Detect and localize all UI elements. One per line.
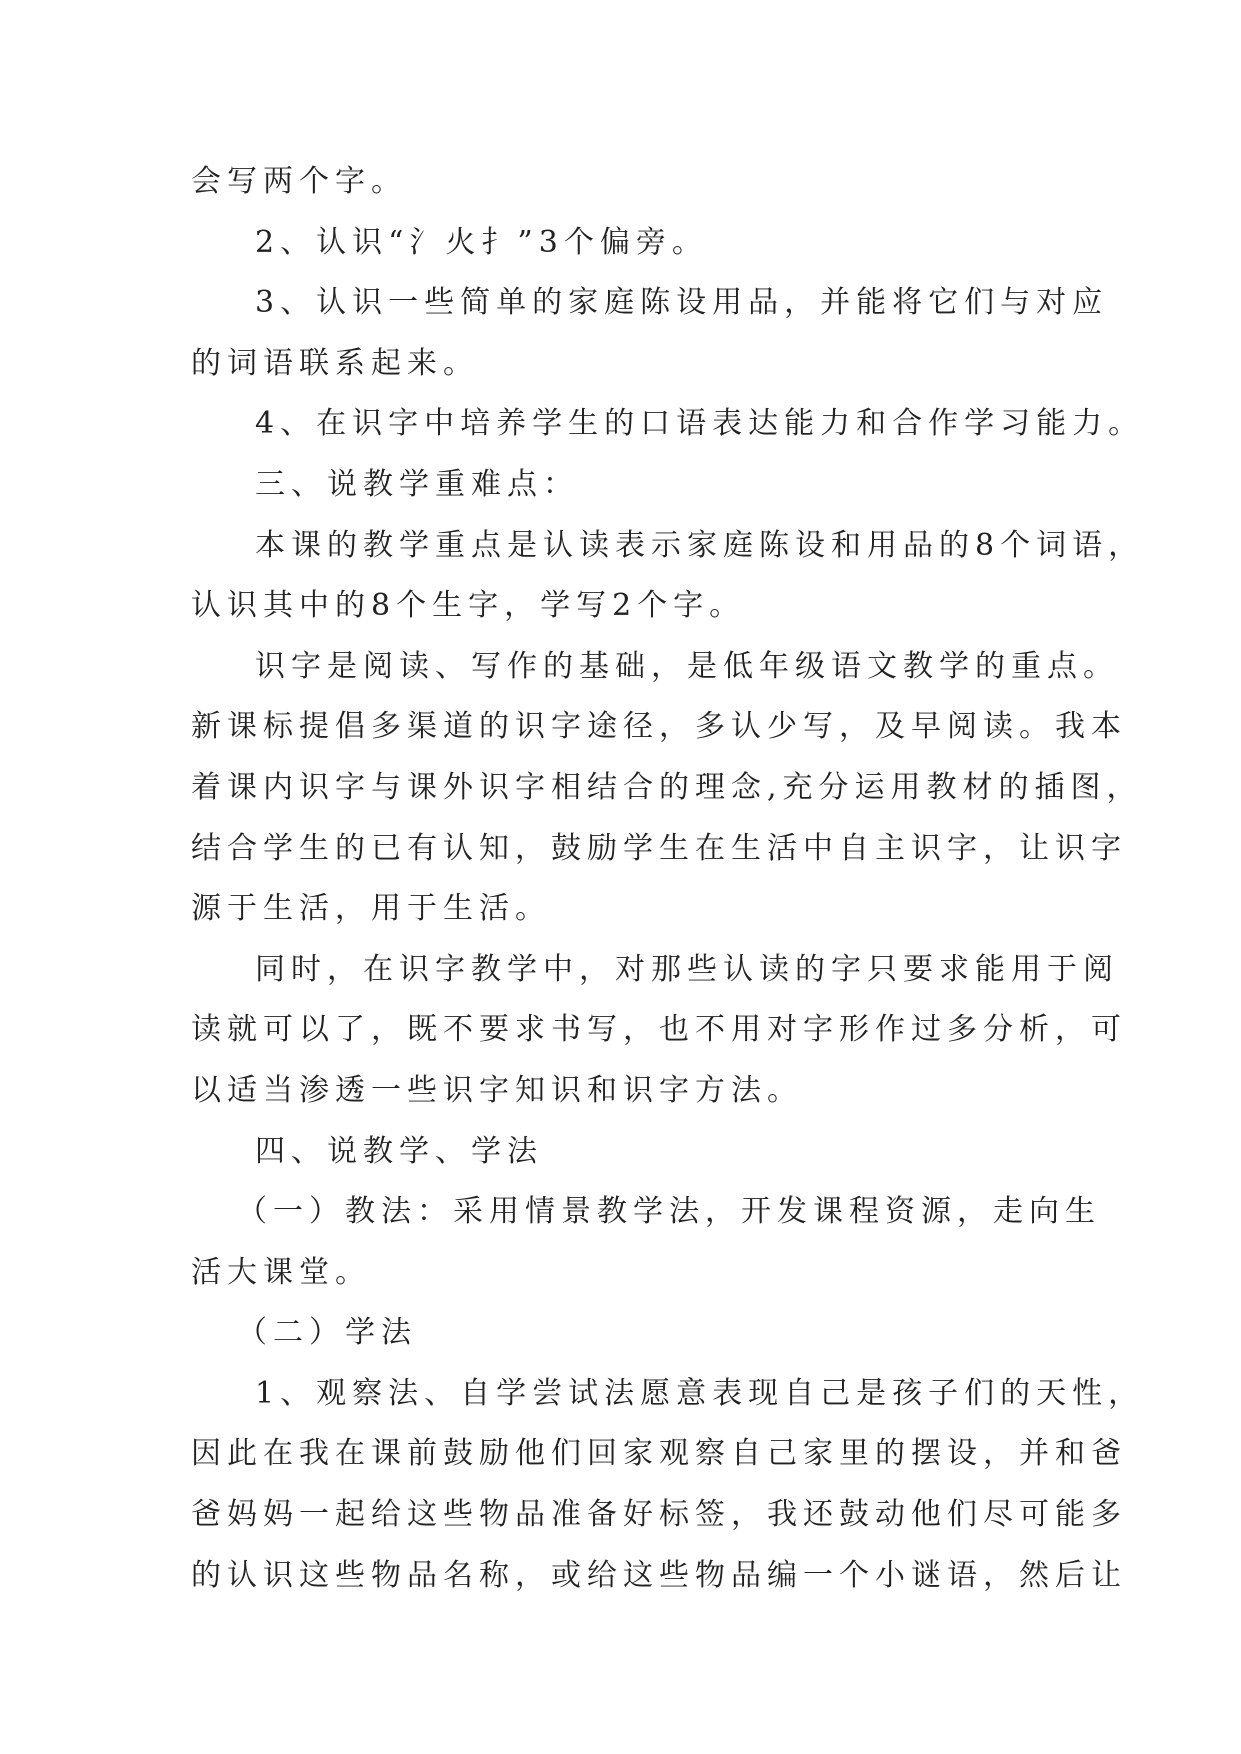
text-line: 会写两个字。 (191, 164, 407, 199)
text-line: 爸妈妈一起给这些物品准备好标签，我还鼓动他们尽可能多 (191, 1497, 1127, 1533)
section-heading: 四、说教学、学法 (255, 1133, 543, 1169)
text-line: 本课的教学重点是认读表示家庭陈设和用品的8个词语， (255, 527, 1145, 563)
section-heading: 三、说教学重难点： (255, 466, 579, 502)
subsection-heading: （二）学法 (237, 1315, 417, 1351)
document-body (191, 152, 1145, 1606)
text-line: 因此在我在课前鼓励他们回家观察自己家里的摆设，并和爸 (191, 1436, 1127, 1472)
text-line: 2、认识“氵火扌”3个偏旁。 (255, 224, 708, 260)
text-line: 新课标提倡多渠道的识字途径，多认少写，及早阅读。我本 (191, 709, 1127, 745)
text-line: 源于生活，用于生活。 (191, 891, 551, 927)
text-line: 结合学生的已有认知，鼓励学生在生活中自主识字，让识字 (191, 830, 1127, 866)
text-line: 的认识这些物品名称，或给这些物品编一个小谜语，然后让 (191, 1557, 1127, 1593)
text-line: （一）教法：采用情景教学法，开发课程资源，走向生 (237, 1194, 1101, 1230)
text-line: 同时，在识字教学中，对那些认读的字只要求能用于阅 (255, 951, 1119, 987)
text-line: 识字是阅读、写作的基础，是低年级语文教学的重点。 (255, 648, 1119, 684)
text-line: 着课内识字与课外识字相结合的理念,充分运用教材的插图， (191, 769, 1143, 805)
text-line: 1、观察法、自学尝试法愿意表现自己是孩子们的天性， (255, 1375, 1145, 1411)
text-line: 3、认识一些简单的家庭陈设用品，并能将它们与对应 (255, 285, 1109, 321)
text-line: 4、在识字中培养学生的口语表达能力和合作学习能力。 (255, 406, 1145, 442)
text-line: 以适当渗透一些识字知识和识字方法。 (191, 1072, 803, 1108)
text-line: 活大课堂。 (191, 1254, 371, 1290)
text-line: 认识其中的8个生字，学写2个字。 (191, 588, 746, 624)
text-line: 读就可以了，既不要求书写，也不用对字形作过多分析，可 (191, 1012, 1127, 1048)
text-line: 的词语联系起来。 (191, 345, 479, 381)
